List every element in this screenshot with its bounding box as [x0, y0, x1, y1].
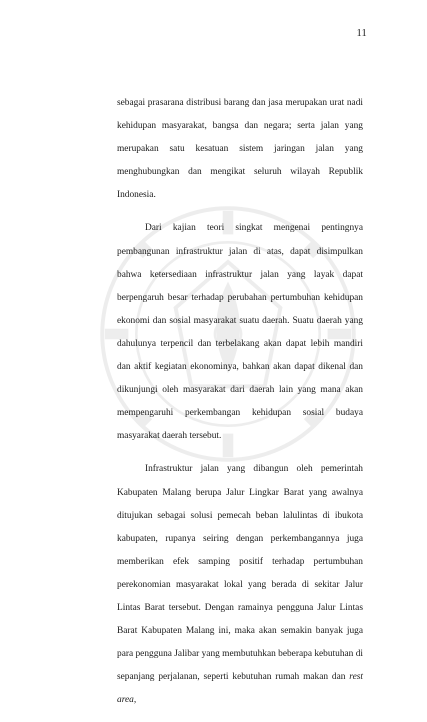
paragraph-3-text: Infrastruktur jalan yang dibangun oleh pemerintah Kabupaten Malang berupa Jalur Lingkar Barat yang awalnya ditujukan sebagai solusi pemecah beban lalulintas di ibukota kabupaten, rupanya seiring dengan perkembangannya juga memberikan efek samping positif terhadap pertumbuhan perekonomian masyarakat lokal yang berada di sekitar Jalur Lintas Barat tersebut. Dengan ramainya pengguna Jalur Lintas Barat Kabupaten Malang ini, maka akan semakin banyak juga para pengguna Jalibar yang membutuhkan beberapa kebutuhan di sepanjang perjalanan, seperti kebutuhan rumah makan dan: [117, 464, 364, 683]
paragraph-3-italic-tail: rest area,: [117, 672, 363, 706]
page-number: 11: [356, 28, 367, 39]
paragraph-3: [117, 458, 363, 712]
paragraph-1: sebagai prasarana distribusi barang dan jasa merupakan urat nadi kehidupan masyarakat, bangsa dan negara; serta jalan yang merupakan satu kesatuan sistem jaringan jalan yang menghubungkan dan mengikat seluruh wilayah Republik Indonesia.: [117, 98, 363, 201]
paragraph-2: Dari kajian teori singkat mengenai pentingnya pembangunan infrastruktur jalan di atas, dapat disimpulkan bahwa ketersediaan infrastruktur jalan yang layak dapat berpengaruh besar terhadap perubahan pertumbuhan kehidupan ekonomi dan sosial masyarakat suatu daerah. Suatu daerah yang dahulunya terpencil dan terbelakang akan dapat lebih mandiri dan aktif kegiatan ekonominya, bahkan akan dapat dikenal dan dikunjungi oleh masyarakat dari daerah lain yang mana akan mempengaruhi perkembangan kehidupan sosial budaya masyarakat daerah tersebut.: [117, 223, 363, 442]
body-text: [117, 92, 363, 722]
